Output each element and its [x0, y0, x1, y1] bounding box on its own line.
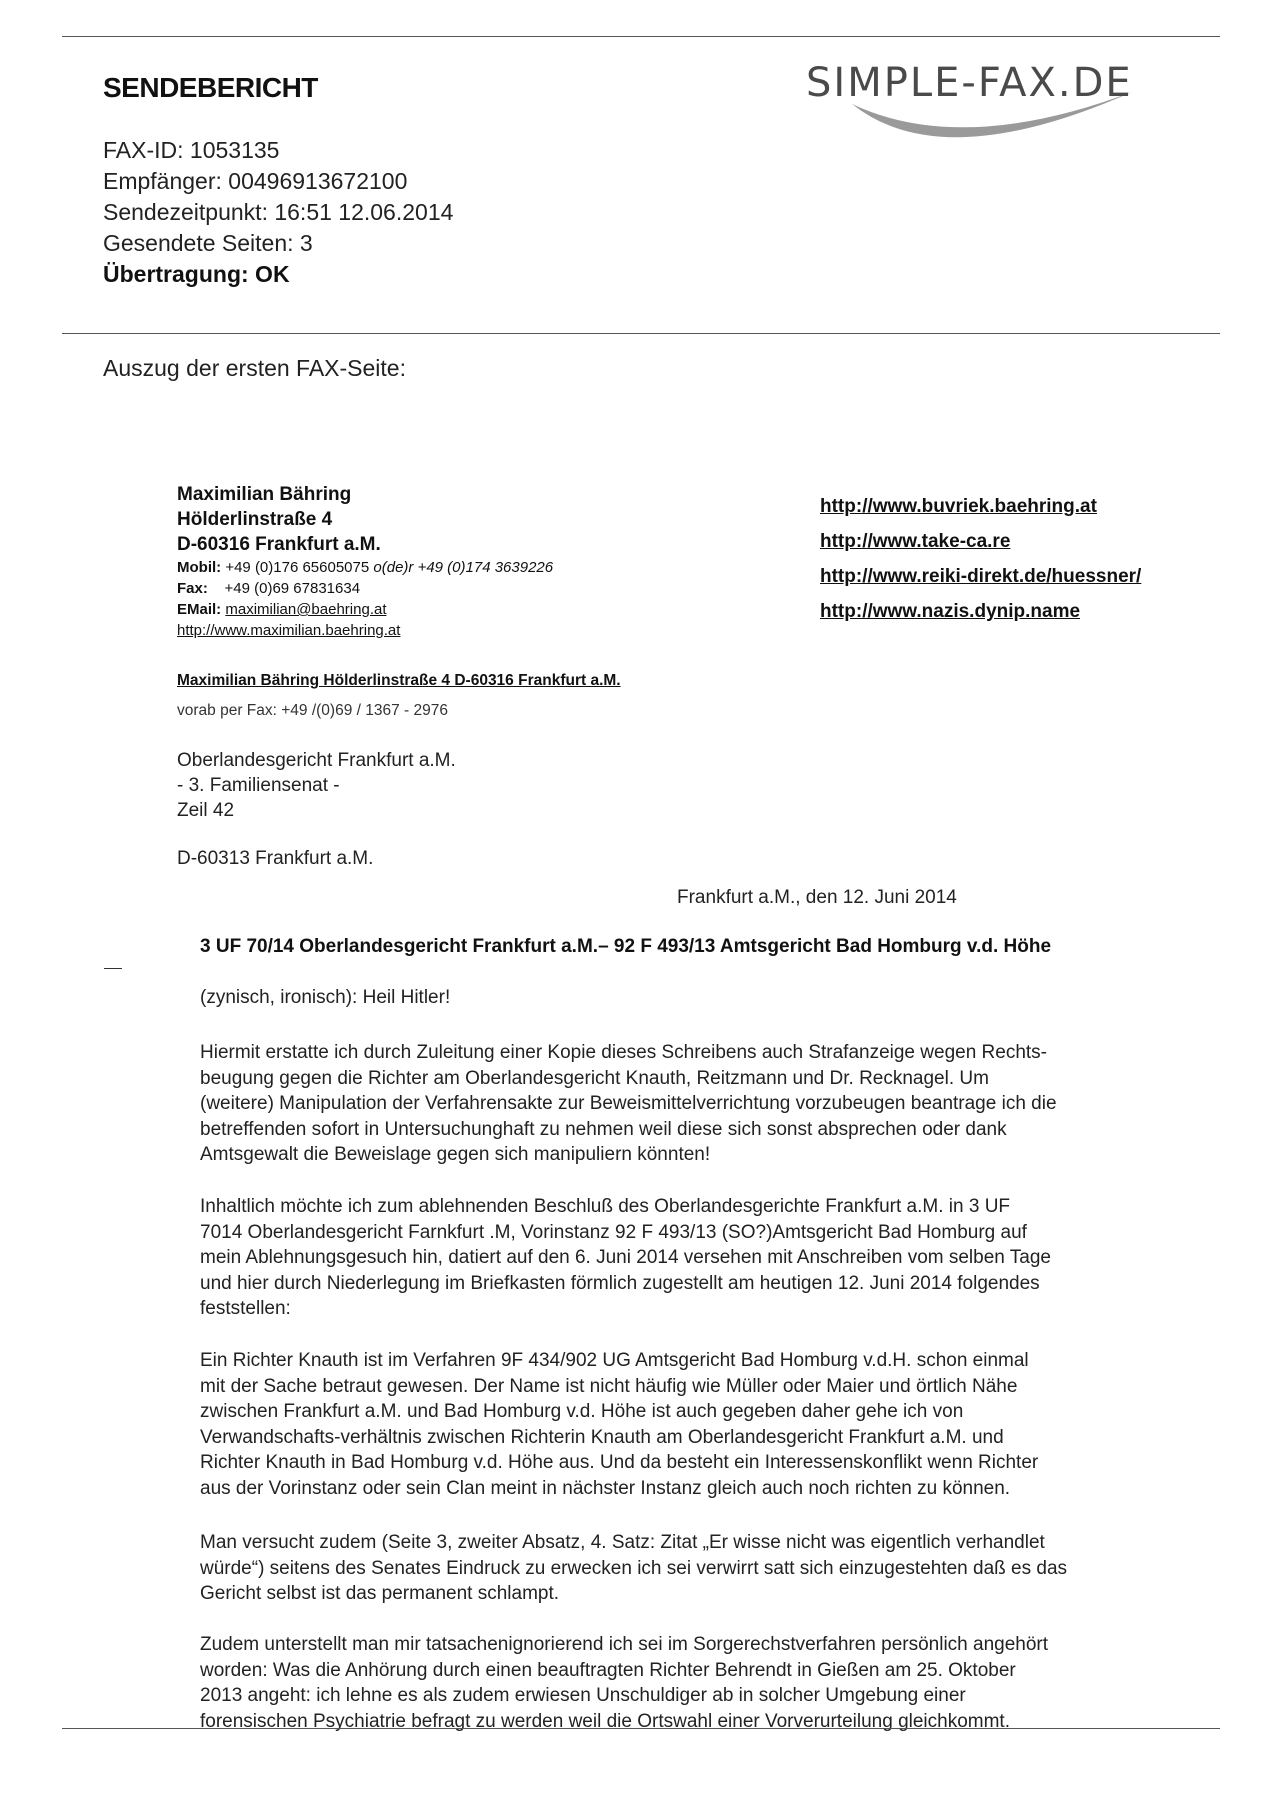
fax-value: +49 (0)69 67831634	[224, 580, 361, 597]
link-buvriek[interactable]: http://www.buvriek.baehring.at	[820, 496, 1097, 517]
recipient-number: Empfänger: 00496913672100	[103, 168, 408, 194]
sender-street: Hölderlinstraße 4	[177, 509, 333, 530]
link-take-ca[interactable]: http://www.take-ca.re	[820, 531, 1011, 552]
subject-line: 3 UF 70/14 Oberlandesgericht Frankfurt a.M.– 92 F 493/13 Amtsgericht Bad Homburg v.d. Höhe	[200, 936, 1052, 957]
text-line: Amtsgewalt die Beweislage gegen sich manipuliern könnten!	[200, 1144, 711, 1166]
text-line: worden: Was die Anhörung durch einen beauftragten Richter Behrendt in Gießen am 25. Oktober	[200, 1659, 1016, 1681]
text-line: mit der Sache betraut gewesen. Der Name ist nicht häufig wie Müller oder Maier und örtlich Nähe	[200, 1375, 1018, 1397]
email-label: EMail:	[177, 601, 222, 618]
recipient-line2: - 3. Familiensenat -	[177, 775, 340, 796]
text-line: Zudem unterstellt man mir tatsachenignorierend ich sei im Sorgerechstverfahren persönlich angehört	[200, 1634, 1049, 1655]
recipient-line3: Zeil 42	[177, 800, 235, 821]
text-line: Hiermit erstatte ich durch Zuleitung einer Kopie dieses Schreibens auch Strafanzeige wegen Rechts-	[200, 1042, 1048, 1063]
recipient-city: D-60313 Frankfurt a.M.	[177, 848, 374, 869]
fax-id: FAX-ID: 1053135	[103, 137, 280, 163]
bottom-divider	[62, 1728, 1220, 1729]
text-line: forensischen Psychiatrie befragt zu werden weil die Ortswahl einer Vorverurteilung gleichkommt.	[200, 1710, 1010, 1732]
links-list	[820, 489, 1141, 629]
email-link[interactable]: maximilian@baehring.at	[225, 601, 387, 618]
prefax-note: vorab per Fax: +49 /(0)69 / 1367 - 2976	[177, 702, 448, 719]
sender-website-link[interactable]: http://www.maximilian.baehring.at	[177, 622, 401, 639]
sender-fax	[177, 578, 553, 599]
date-line: Frankfurt a.M., den 12. Juni 2014	[677, 887, 957, 908]
return-address: Maximilian Bähring Hölderlinstraße 4 D-60316 Frankfurt a.M.	[177, 672, 621, 689]
recipient-address	[177, 748, 456, 823]
mobile-value: +49 (0)176 65605075	[225, 559, 370, 576]
paragraph-1	[200, 1040, 1160, 1168]
paragraph-5	[200, 1632, 1160, 1734]
text-line: (weitere) Manipulation der Verfahrensakte zur Beweismittelverrichtung vorzubeugen beantrage ich die	[200, 1093, 1057, 1115]
link-nazis-dynip[interactable]: http://www.nazis.dynip.name	[820, 601, 1081, 622]
text-line: 7014 Oberlandesgericht Farnkfurt .M, Vorinstanz 92 F 493/13 (SO?)Amtsgericht Bad Homburg auf	[200, 1221, 1027, 1243]
sender-email	[177, 599, 553, 620]
mobile-label: Mobil:	[177, 559, 222, 576]
report-title: SENDEBERICHT	[103, 72, 318, 103]
text-line: zwischen Frankfurt a.M. und Bad Homburg v.d. Höhe ist auch gegeben daher gehe ich von	[200, 1401, 964, 1423]
paragraph-2	[200, 1194, 1160, 1322]
sender-mobile	[177, 557, 553, 578]
text-line: Richter Knauth in Bad Homburg v.d. Höhe aus. Und da besteht ein Interessenskonflikt wenn Richter	[200, 1452, 1039, 1474]
link-reiki[interactable]: http://www.reiki-direkt.de/huessner/	[820, 566, 1142, 587]
text-line: betreffenden sofort in Untersuchunghaft zu nehmen weil diese sich sonst absprechen oder dank	[200, 1118, 1007, 1140]
text-line: und hier durch Niederlegung im Briefkasten förmlich zugestellt am heutigen 12. Juni 2014 folgendes	[200, 1272, 1040, 1294]
recipient-line1: Oberlandesgericht Frankfurt a.M.	[177, 750, 456, 771]
pages-sent: Gesendete Seiten: 3	[103, 230, 313, 256]
paragraph-4	[200, 1530, 1160, 1607]
text-line: Ein Richter Knauth ist im Verfahren 9F 434/902 UG Amtsgericht Bad Homburg v.d.H. schon einmal	[200, 1350, 1029, 1371]
text-line: Man versucht zudem (Seite 3, zweiter Absatz, 4. Satz: Zitat „Er wisse nicht was eigentlich verhandlet	[200, 1532, 1045, 1553]
sender-block	[177, 482, 553, 641]
text-line: feststellen:	[200, 1298, 291, 1320]
send-time: Sendezeitpunkt: 16:51 12.06.2014	[103, 199, 454, 225]
report-metadata	[103, 135, 453, 290]
text-line: mein Ablehnungsgesuch hin, datiert auf den 6. Juni 2014 versehen mit Anschreiben vom selben Tage	[200, 1247, 1051, 1269]
text-line: 2013 angeht: ich lehne es als zudem erwiesen Unschuldiger ab in solcher Umgebung einer	[200, 1685, 966, 1707]
paragraph-3	[200, 1348, 1160, 1502]
text-line: würde“) seitens des Senates Eindruck zu erwecken ich sei verwirrt satt sich einzugestehten daß es das	[200, 1557, 1068, 1579]
excerpt-heading: Auszug der ersten FAX-Seite:	[103, 355, 406, 381]
sender-name: Maximilian Bähring	[177, 484, 352, 505]
sender-city: D-60316 Frankfurt a.M.	[177, 534, 381, 555]
fax-label: Fax:	[177, 580, 208, 597]
salutation: (zynisch, ironisch): Heil Hitler!	[200, 987, 451, 1008]
top-divider	[62, 36, 1220, 37]
text-line: aus der Vorinstanz oder sein Clan meint in nächster Instanz gleich auch noch richten zu können.	[200, 1477, 1011, 1499]
text-line: Verwandschafts-verhältnis zwischen Richterin Knauth am Oberlandesgericht Frankfurt a.M. und	[200, 1426, 1004, 1448]
text-line: Gericht selbst ist das permanent schlampt.	[200, 1583, 560, 1605]
margin-dash	[104, 968, 122, 969]
logo-text: SIMPLE-FAX.DE	[806, 60, 1133, 106]
simple-fax-logo	[792, 56, 1228, 156]
mobile-alt: o(de)r +49 (0)174 3639226	[373, 559, 554, 576]
text-line: Inhaltlich möchte ich zum ablehnenden Beschluß des Oberlandesgerichte Frankfurt a.M. in 3 UF	[200, 1196, 1011, 1217]
middle-divider	[62, 333, 1220, 334]
text-line: beugung gegen die Richter am Oberlandesgericht Knauth, Reitzmann und Dr. Recknagel. Um	[200, 1067, 989, 1089]
transmission-status: Übertragung: OK	[103, 261, 290, 287]
